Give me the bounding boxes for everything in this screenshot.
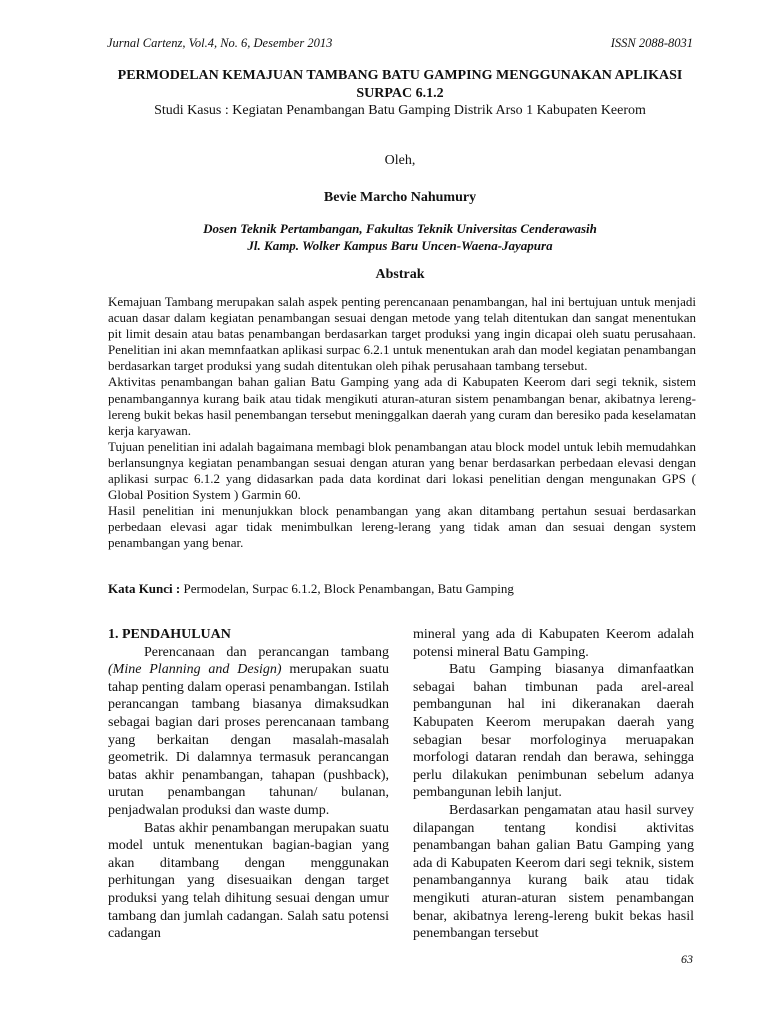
abstract-body: [108, 294, 696, 552]
abstract-paragraph: Aktivitas penambangan bahan galian Batu Gamping yang ada di Kabupaten Keerom dari segi teknik, sistem penambangannya kurang baik atau tidak mengikuti aturan-aturan sistem penambangan benar, akibatnya lereng-lereng bukit bekas hasil penembangan tersebut meninggalkan daerah yang curam dan beresiko pada keselamatan kerja karyawan.: [108, 374, 696, 438]
paper-title: PERMODELAN KEMAJUAN TAMBANG BATU GAMPING MENGGUNAKAN APLIKASI SURPAC 6.1.2: [117, 68, 683, 101]
section-heading: 1. PENDAHULUAN: [108, 627, 231, 642]
abstract-paragraph: Tujuan penelitian ini adalah bagaimana membagi blok penambangan atau block model untuk lebih memudahkan berlansungnya kegiatan penambangan sesuai dengan aturan yang benar berdasarkan perbedaan elevasi dengan aplikasi surpac 6.1.2 yang didasarkan pada data kordinat dari lokasi penelitian dengan mengunakan GPS ( Global Position System ) Garmin 60.: [108, 438, 696, 503]
body-paragraph: Berdasarkan pengamatan atau hasil survey dilapangan tentang kondisi aktivitas penambangan bahan galian Batu Gamping yang ada di Kabupaten Keerom dari segi teknik, sistem penambangannya kurang baik atau tidak mengikuti aturan-aturan sistem penambangan benar, akibatnya lereng-lereng bukit bekas hasil penembangan tersebut: [413, 802, 694, 942]
keywords-label: Kata Kunci :: [108, 581, 181, 596]
abstract-heading: Abstrak: [375, 267, 425, 282]
body-text: merupakan suatu tahap penting dalam operasi penambangan. Istilah perancangan tambang biasanya dimaksudkan sebagai bagian dari proses perencanaan tambang yang berkaitan dengan masalah-masalah geometrik. Di dalamnya termasuk perancangan batas akhir penambangan, tahapan (pushback), urutan penambangan tahunan/ bulanan, penjadwalan produksi dan waste dump.: [108, 662, 389, 818]
body-column-left: [108, 626, 389, 943]
paper-subtitle: Studi Kasus : Kegiatan Penambangan Batu Gamping Distrik Arso 1 Kabupaten Keerom: [154, 103, 646, 118]
keywords-text: Permodelan, Surpac 6.1.2, Block Penambangan, Batu Gamping: [180, 581, 514, 596]
keywords: [108, 581, 696, 597]
abstract-paragraph: Kemajuan Tambang merupakan salah aspek penting perencanaan penambangan, hal ini bertujuan untuk menjadi acuan dasar dalam kegiatan penambangan sesuai dengan metode yang telah ditentukan dan sangat menentukan pit limit desain atau batas penambangan berdasarkan target produksi yang ingin dicapai oleh suatu perusahaan. Penelitian ini akan memnfaatkan aplikasi surpac 6.2.1 untuk menentukan arah dan model kegiatan penambangan berdasarkan target produksi yang sudah ditentukan oleh pihak perusahaan tambang tersebut.: [108, 294, 696, 374]
body-paragraph: Batas akhir penambangan merupakan suatu model untuk menentukan bagian-bagian yang akan ditambang dengan menggunakan perhitungan yang disesuaikan dengan target produksi yang telah dihitung sesuai dengan umur tambang dan jumlah cadangan. Salah satu potensi cadangan: [108, 820, 389, 942]
abstract-paragraph: Hasil penelitian ini menunjukkan block penambangan yang akan ditambang pertahun sesuai berdasarkan perbedaan elevasi agar tidak menimbulkan lereng-lerang yang tidak aman dan sesuai dengan system penambangan yang benar.: [108, 503, 696, 551]
body-paragraph: [108, 644, 389, 820]
journal-citation: Jurnal Cartenz, Vol.4, No. 6, Desember 2013: [107, 36, 333, 50]
body-text: Perencanaan dan perancangan tambang: [144, 644, 389, 660]
affiliation-line-2: Jl. Kamp. Wolker Kampus Baru Uncen-Waena-Jayapura: [247, 238, 553, 253]
body-column-right: [413, 626, 694, 943]
body-paragraph: Batu Gamping biasanya dimanfaatkan sebagai bahan timbunan pada arel-areal pembangunan hal ini dikeranakan daerah Kabupaten Keerom merupakan daerah yang sebagian besar morfologinya meruapakan morfologi dataran rendah dan berawa, sehingga perlu dilakukan penimbunan sebelum adanya pembangunan lebih lanjut.: [413, 662, 694, 801]
author-name: Bevie Marcho Nahumury: [323, 190, 477, 205]
byline-label: Oleh,: [384, 153, 416, 168]
body-paragraph: mineral yang ada di Kabupaten Keerom adalah potensi mineral Batu Gamping.: [413, 627, 694, 660]
body-italic-term: (Mine Planning and Design): [108, 662, 282, 678]
page-number: 63: [681, 952, 693, 966]
affiliation-line-1: Dosen Teknik Pertambangan, Fakultas Teknik Universitas Cenderawasih: [203, 221, 597, 236]
author-affiliation: [100, 220, 700, 254]
issn-label: ISSN 2088-8031: [610, 36, 693, 50]
